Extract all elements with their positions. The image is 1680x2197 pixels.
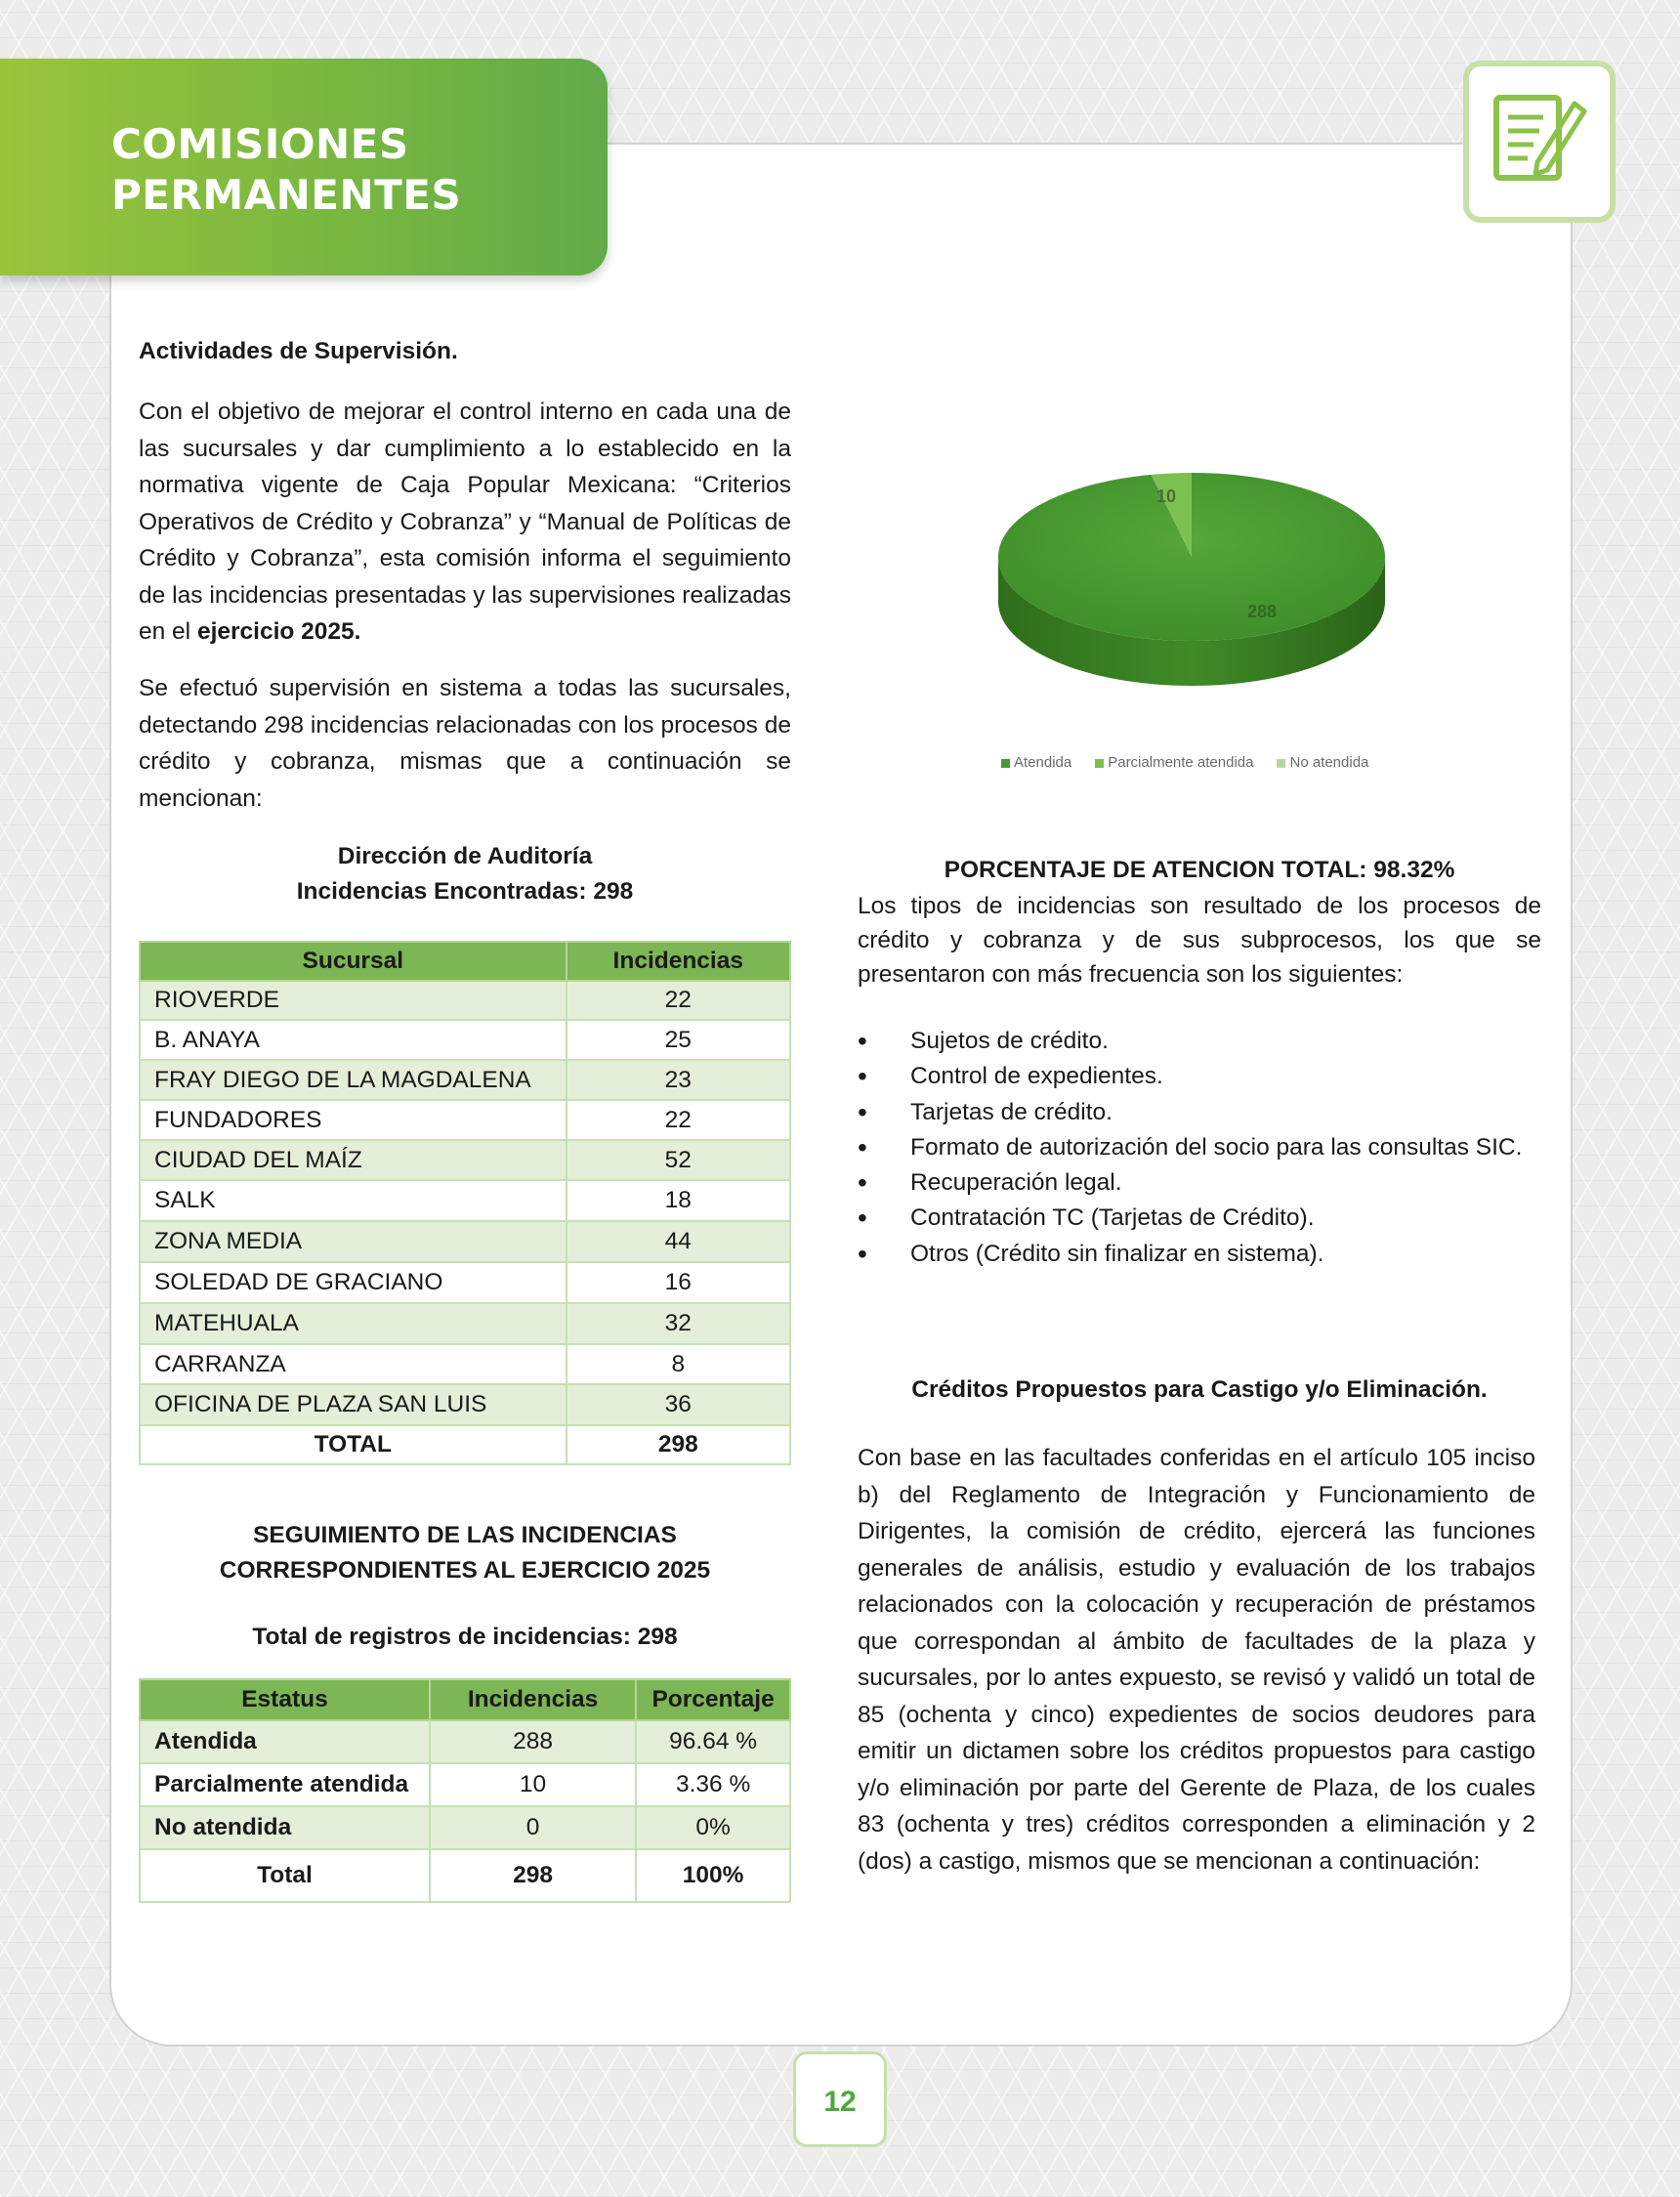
branch-name: CARRANZA bbox=[140, 1344, 567, 1384]
branch-name: SOLEDAD DE GRACIANO bbox=[140, 1262, 567, 1303]
list-item: • Recuperación legal. bbox=[858, 1165, 1522, 1201]
legend-label: No atendida bbox=[1289, 754, 1369, 771]
branch-count: 8 bbox=[567, 1344, 790, 1384]
section-title: Actividades de Supervisión. bbox=[139, 338, 458, 364]
branch-count: 18 bbox=[567, 1180, 790, 1221]
branch-name: ZONA MEDIA bbox=[140, 1221, 567, 1262]
credits-title: Créditos Propuestos para Castigo y/o Eliminación. bbox=[911, 1376, 1488, 1403]
branch-name: OFICINA DE PLAZA SAN LUIS bbox=[140, 1384, 567, 1425]
intro-paragraph bbox=[139, 394, 791, 651]
percentage-title: PORCENTAJE DE ATENCION TOTAL: 98.32% bbox=[944, 857, 1455, 883]
legend-label: Atendida bbox=[1014, 754, 1072, 771]
table-row bbox=[140, 1303, 790, 1344]
branch-name: FRAY DIEGO DE LA MAGDALENA bbox=[140, 1060, 567, 1100]
legend-swatch bbox=[1095, 759, 1104, 768]
table-row bbox=[140, 981, 790, 1020]
table-row bbox=[140, 1140, 790, 1180]
followup-subtitle: Total de registros de incidencias: 298 bbox=[252, 1624, 678, 1650]
section-banner bbox=[0, 59, 608, 275]
table-row bbox=[140, 1262, 790, 1303]
table-row bbox=[140, 1100, 790, 1140]
table-row bbox=[140, 1221, 790, 1262]
supervision-paragraph: Se efectuó supervisión en sistema a todas las sucursales, detectando 298 incidencias relacionadas con los procesos de crédito y cobranza, mismas que a continuación se mencionan: bbox=[139, 675, 791, 812]
status-name: Atendida bbox=[140, 1720, 430, 1763]
total-percent: 100% bbox=[636, 1849, 790, 1902]
list-item: • Otros (Crédito sin finalizar en sistema). bbox=[858, 1237, 1522, 1272]
status-name: Parcialmente atendida bbox=[140, 1763, 430, 1806]
total-count: 298 bbox=[430, 1849, 636, 1902]
branch-count: 25 bbox=[567, 1020, 790, 1060]
legend-swatch bbox=[1277, 759, 1285, 768]
list-item: • Tarjetas de crédito. bbox=[858, 1095, 1522, 1130]
notepad-pencil-icon bbox=[1463, 61, 1616, 223]
legend-item bbox=[1277, 754, 1368, 771]
banner-title bbox=[111, 119, 461, 221]
branch-count: 16 bbox=[567, 1262, 790, 1303]
pie-data-label: 10 bbox=[1155, 486, 1177, 506]
legend-label: Parcialmente atendida bbox=[1108, 754, 1254, 771]
table-row bbox=[140, 1020, 790, 1060]
followup-title bbox=[139, 1518, 791, 1588]
banner-title-line1: COMISIONES bbox=[111, 120, 409, 168]
branch-count: 23 bbox=[567, 1060, 790, 1100]
branch-name: MATEHUALA bbox=[140, 1303, 567, 1344]
branch-name: CIUDAD DEL MAÍZ bbox=[140, 1140, 567, 1180]
audit-incidents-table bbox=[139, 941, 791, 1465]
branch-name: RIOVERDE bbox=[140, 981, 567, 1020]
page-number-badge bbox=[793, 2051, 887, 2147]
status-count: 288 bbox=[430, 1720, 636, 1763]
status-count: 10 bbox=[430, 1763, 636, 1806]
status-count: 0 bbox=[430, 1806, 636, 1849]
chart-legend bbox=[1001, 754, 1368, 771]
table-row bbox=[140, 1180, 790, 1221]
table-row bbox=[140, 1763, 790, 1806]
incident-types-intro: Los tipos de incidencias son resultado de los procesos de crédito y cobranza y de sus subprocesos, los que se presentaron con más frecuencia son los siguientes: bbox=[858, 893, 1541, 988]
table-row bbox=[140, 1720, 790, 1763]
legend-swatch bbox=[1001, 759, 1010, 768]
percentage-header: Porcentaje bbox=[636, 1679, 790, 1720]
total-row bbox=[140, 1425, 790, 1464]
list-item: • Sujetos de crédito. bbox=[858, 1024, 1522, 1059]
list-item: • Formato de autorización del socio para las consultas SIC. bbox=[858, 1130, 1522, 1165]
audit-header-incidents: Incidencias bbox=[567, 942, 790, 981]
incident-types-list bbox=[858, 1024, 1522, 1272]
table-row bbox=[140, 1344, 790, 1384]
branch-count: 22 bbox=[567, 981, 790, 1020]
branch-name: SALK bbox=[140, 1180, 567, 1221]
status-name: No atendida bbox=[140, 1806, 430, 1849]
table-row bbox=[140, 1384, 790, 1425]
branch-count: 52 bbox=[567, 1140, 790, 1180]
table-row bbox=[140, 1060, 790, 1100]
status-percent: 3.36 % bbox=[636, 1763, 790, 1806]
legend-item bbox=[1095, 754, 1253, 771]
list-item: • Control de expedientes. bbox=[858, 1059, 1522, 1094]
audit-title-line2: Incidencias Encontradas: 298 bbox=[296, 878, 634, 905]
banner-title-line2: PERMANENTES bbox=[111, 171, 462, 219]
legend-item bbox=[1001, 754, 1071, 771]
intro-text: Con el objetivo de mejorar el control interno en cada una de las sucursales y dar cumplimiento a lo establecido en la normativa vigente de Caja Popular Mexicana: “Criterios Operativos de Crédito y Cobranza” y “Manual de Políticas de Crédito y Cobranza”, esta comisión informa el seguimiento de las incidencias presentadas y las supervisiones realizadas en el bbox=[139, 399, 791, 645]
branch-name: B. ANAYA bbox=[140, 1020, 567, 1060]
branch-name: FUNDADORES bbox=[140, 1100, 567, 1140]
branch-count: 32 bbox=[567, 1303, 790, 1344]
incidents-header: Incidencias bbox=[430, 1679, 636, 1720]
followup-title-line1: SEGUIMIENTO DE LAS INCIDENCIAS bbox=[253, 1522, 677, 1548]
credits-paragraph: Con base en las facultades conferidas en el artículo 105 inciso b) del Reglamento de Integración y Funcionamiento de Dirigentes, la comisión de crédito, ejercerá las funciones generales de análisis, estudio y evaluación de los trabajos relacionados con la colocación y recuperación de préstamos que correspondan al ámbito de facultades de la plaza y sucursales, por lo antes expuesto, se revisó y validó un total de 85 (ochenta y cinco) expedientes de socios deudores para emitir un dictamen sobre los créditos propuestos para castigo y/o eliminación por parte del Gerente de Plaza, de los cuales 83 (ochenta y tres) créditos corresponden a eliminación y 2 (dos) a castigo, mismos que se mencionan a continuación: bbox=[858, 1445, 1535, 1875]
total-label: Total bbox=[140, 1849, 430, 1902]
header-divider bbox=[615, 143, 1461, 145]
followup-status-table bbox=[139, 1678, 791, 1903]
status-percent: 0% bbox=[636, 1806, 790, 1849]
branch-count: 44 bbox=[567, 1221, 790, 1262]
branch-count: 36 bbox=[567, 1384, 790, 1425]
list-item: • Contratación TC (Tarjetas de Crédito). bbox=[858, 1201, 1522, 1236]
total-label: TOTAL bbox=[140, 1425, 567, 1464]
status-header: Estatus bbox=[140, 1679, 430, 1720]
total-value: 298 bbox=[567, 1425, 790, 1464]
intro-bold-text: ejercicio 2025. bbox=[196, 618, 361, 645]
table-row bbox=[140, 1806, 790, 1849]
branch-count: 22 bbox=[567, 1100, 790, 1140]
pie-data-label: 288 bbox=[1246, 602, 1278, 621]
page-number: 12 bbox=[823, 2086, 857, 2118]
status-percent: 96.64 % bbox=[636, 1720, 790, 1763]
followup-title-line2: CORRESPONDIENTES AL EJERCICIO 2025 bbox=[219, 1557, 711, 1584]
audit-table-title bbox=[139, 839, 791, 909]
total-row bbox=[140, 1849, 790, 1902]
audit-title-line1: Dirección de Auditoría bbox=[337, 843, 593, 869]
status-pie-chart bbox=[977, 459, 1407, 703]
audit-header-branch: Sucursal bbox=[140, 942, 567, 981]
